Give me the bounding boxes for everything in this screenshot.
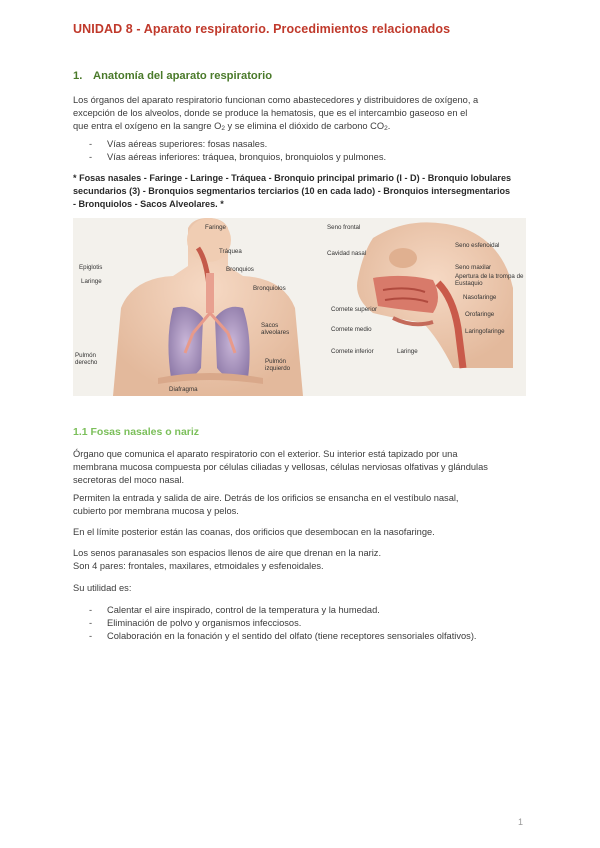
page-number: 1 bbox=[518, 817, 524, 827]
label-cornete-superior: Cornete superior bbox=[331, 306, 378, 313]
nose-paragraph-5: Su utilidad es: bbox=[73, 583, 132, 593]
text-line: Los senos paranasales son espacios llenos de aire que drenan en la nariz. bbox=[73, 548, 382, 558]
list-item: - Eliminación de polvo y organismos infecciosos. bbox=[89, 617, 477, 630]
sequence-line: * Fosas nasales - Faringe - Laringe - Tráquea - Bronquio principal primario (I - D) - Bronquio lobulares bbox=[73, 173, 512, 183]
label-bronquiolos: Bronquiolos bbox=[253, 285, 286, 292]
section-1-number: 1. bbox=[73, 70, 83, 82]
label-traquea: Tráquea bbox=[219, 248, 242, 255]
label-faringe: Faringe bbox=[205, 224, 226, 231]
label-seno-frontal: Seno frontal bbox=[327, 224, 361, 231]
label-seno-esfenoidal: Seno esfenoidal bbox=[455, 242, 500, 249]
intro-line: que entra el oxígeno en la sangre O2 y se elimina el dióxido de carbono CO2. bbox=[73, 121, 391, 133]
text-line: Permiten la entrada y salida de aire. Detrás de los orificios se ensancha en el vestíbulo nasal, bbox=[73, 493, 459, 503]
nose-paragraph-3: En el límite posterior están las coanas, dos orificios que desembocan en la nasofaringe. bbox=[73, 527, 435, 537]
section-1-1-heading: 1.1 Fosas nasales o nariz bbox=[73, 426, 200, 438]
nose-paragraph-2 bbox=[73, 492, 528, 518]
sequence-line: secundarios (3) - Bronquios segmentarios terciarios (10 en cada lado) - Bronquios intersegmentarios bbox=[73, 186, 511, 197]
list-item: - Vías aéreas superiores: fosas nasales. bbox=[89, 138, 386, 151]
label-bronquios: Bronquios bbox=[226, 266, 254, 273]
intro-paragraph bbox=[73, 94, 528, 136]
respiratory-anatomy-figure bbox=[73, 218, 526, 396]
sequence-line: - Bronquiolos - Sacos Alveolares. * bbox=[73, 199, 224, 210]
text-line: Son 4 pares: frontales, maxilares, etmoidales y esfenoidales. bbox=[73, 561, 324, 572]
label-nasofaringe: Nasofaringe bbox=[463, 294, 497, 301]
label-seno-maxilar: Seno maxilar bbox=[455, 264, 492, 271]
label-pulmon-izquierdo: Pulmón izquierdo bbox=[265, 358, 291, 372]
label-cornete-medio: Cornete medio bbox=[331, 326, 372, 333]
label-cornete-inferior: Cornete inferior bbox=[331, 348, 374, 355]
list-item: - Colaboración en la fonación y el sentido del olfato (tiene receptores sensoriales olfativos). bbox=[89, 630, 477, 643]
list-item: - Vías aéreas inferiores: tráquea, bronquios, bronquiolos y pulmones. bbox=[89, 151, 386, 164]
text-line: cubierto por membrana mucosa y pelos. bbox=[73, 506, 239, 517]
label-orofaringe: Orofaringe bbox=[465, 311, 495, 318]
intro-line: Los órganos del aparato respiratorio funcionan como abastecedores y distribuidores de oxígeno, a bbox=[73, 95, 479, 105]
nose-paragraph-4 bbox=[73, 547, 528, 573]
nose-paragraph-1 bbox=[73, 448, 528, 488]
text-line: secretoras del moco nasal. bbox=[73, 475, 185, 486]
label-sacos-alveolares: Sacos alveolares bbox=[261, 322, 290, 336]
section-1-title: Anatomía del aparato respiratorio bbox=[93, 70, 273, 82]
airway-sequence bbox=[73, 172, 533, 212]
label-trompa-eustaquio: Apertura de la trompa de Eustaquio bbox=[455, 273, 524, 287]
label-cavidad-nasal: Cavidad nasal bbox=[327, 250, 367, 257]
airways-list bbox=[89, 138, 386, 164]
section-1-heading bbox=[73, 70, 272, 82]
label-laringe: Laringe bbox=[81, 278, 102, 285]
text-line: membrana mucosa compuesta por células ciliadas y vellosas, células nerviosas olfativas y glándulas bbox=[73, 462, 488, 473]
label-laringe-head: Laringe bbox=[397, 348, 418, 355]
utilities-list bbox=[89, 604, 477, 642]
label-laringofaringe: Laringofaringe bbox=[465, 328, 505, 335]
label-pulmon-derecho: Pulmón derecho bbox=[75, 352, 98, 366]
text-line: Órgano que comunica el aparato respiratorio con el exterior. Su interior está tapizado por una bbox=[73, 449, 458, 459]
unit-title: UNIDAD 8 - Aparato respiratorio. Procedimientos relacionados bbox=[73, 22, 451, 36]
label-diafragma: Diafragma bbox=[169, 386, 198, 393]
label-epiglotis: Epiglotis bbox=[79, 264, 103, 271]
intro-line: excepción de los alveolos, donde se produce la hematosis, que es el intercambio gaseoso en el bbox=[73, 108, 468, 119]
list-item: - Calentar el aire inspirado, control de la temperatura y la humedad. bbox=[89, 604, 477, 617]
